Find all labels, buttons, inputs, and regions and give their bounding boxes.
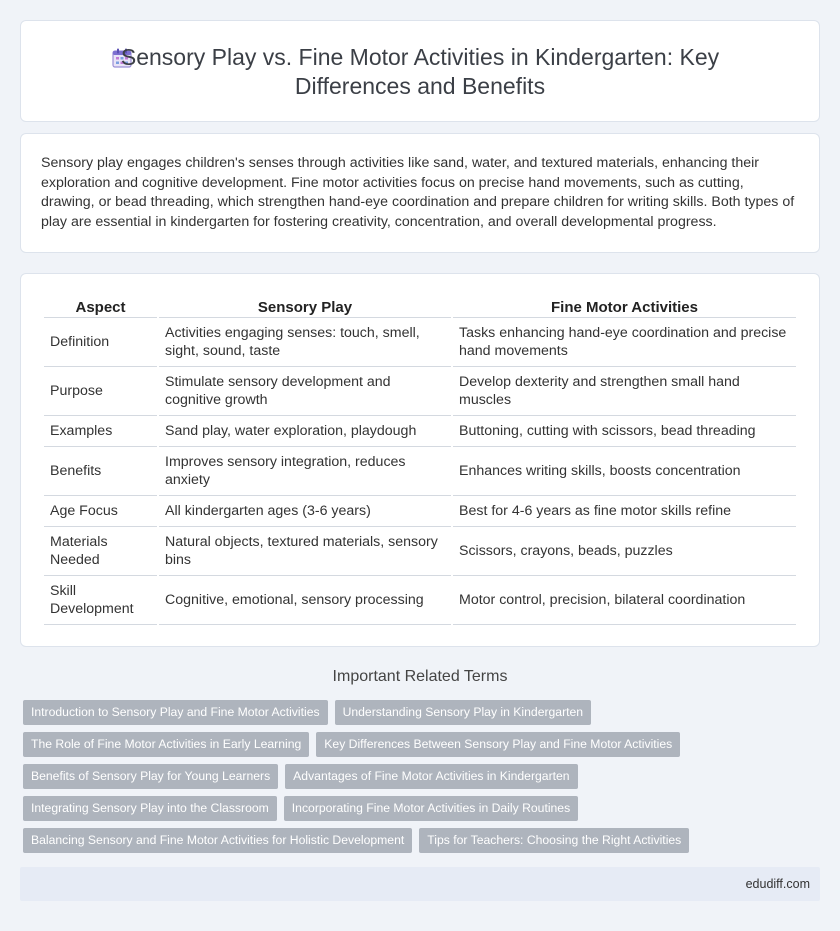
table-cell: Benefits — [44, 447, 157, 496]
table-row — [44, 447, 796, 496]
intro-card — [20, 133, 820, 253]
related-term-tag[interactable]: Introduction to Sensory Play and Fine Motor Activities — [23, 700, 328, 725]
table-row — [44, 367, 796, 416]
related-term-tag[interactable]: Integrating Sensory Play into the Classroom — [23, 796, 277, 821]
table-row — [44, 527, 796, 576]
related-terms-heading: Important Related Terms — [332, 668, 508, 685]
table-cell: Purpose — [44, 367, 157, 416]
table-cell: Activities engaging senses: touch, smell, sight, sound, taste — [159, 318, 451, 367]
table-cell: Motor control, precision, bilateral coordination — [453, 576, 796, 625]
page-title: Sensory Play vs. Fine Motor Activities in Kindergarten: Key Differences and Benefits — [120, 44, 720, 99]
table-cell: Cognitive, emotional, sensory processing — [159, 576, 451, 625]
table-cell: Enhances writing skills, boosts concentration — [453, 447, 796, 496]
table-cell: Age Focus — [44, 496, 157, 527]
table-header-fine-motor: Fine Motor Activities — [453, 294, 796, 318]
table-cell: Scissors, crayons, beads, puzzles — [453, 527, 796, 576]
table-cell: Sand play, water exploration, playdough — [159, 416, 451, 447]
intro-paragraph: Sensory play engages children's senses through activities like sand, water, and textured materials, enhancing their exploration and cognitive development. Fine motor activities focus on precise hand movements, such as cutting, drawing, or bead threading, which strengthen hand-eye coordination and prepare children for writing skills. Both types of play are essential in kindergarten for fostering creativity, concentration, and overall developmental progress. — [41, 155, 795, 230]
table-cell: Improves sensory integration, reduces anxiety — [159, 447, 451, 496]
table-cell: Examples — [44, 416, 157, 447]
table-cell: Stimulate sensory development and cognitive growth — [159, 367, 451, 416]
table-cell: Tasks enhancing hand-eye coordination and precise hand movements — [453, 318, 796, 367]
table-header-aspect: Aspect — [44, 294, 157, 318]
footer — [20, 867, 820, 901]
related-term-tag[interactable]: Understanding Sensory Play in Kindergarten — [335, 700, 592, 725]
table-row — [44, 318, 796, 367]
table-cell: Develop dexterity and strengthen small hand muscles — [453, 367, 796, 416]
comparison-table — [42, 294, 798, 625]
related-term-tag[interactable]: Benefits of Sensory Play for Young Learners — [23, 764, 278, 789]
comparison-table-card — [20, 273, 820, 647]
related-term-tag[interactable]: Key Differences Between Sensory Play and Fine Motor Activities — [316, 732, 680, 757]
table-cell: Natural objects, textured materials, sensory bins — [159, 527, 451, 576]
related-terms-list — [23, 700, 823, 860]
table-cell: All kindergarten ages (3-6 years) — [159, 496, 451, 527]
title-card — [20, 20, 820, 122]
table-cell: Buttoning, cutting with scissors, bead threading — [453, 416, 796, 447]
table-row — [44, 496, 796, 527]
related-term-tag[interactable]: Incorporating Fine Motor Activities in Daily Routines — [284, 796, 578, 821]
related-term-tag[interactable]: Advantages of Fine Motor Activities in Kindergarten — [285, 764, 577, 789]
table-header-sensory: Sensory Play — [159, 294, 451, 318]
related-term-tag[interactable]: Balancing Sensory and Fine Motor Activities for Holistic Development — [23, 828, 412, 853]
table-cell: Materials Needed — [44, 527, 157, 576]
related-term-tag[interactable]: The Role of Fine Motor Activities in Early Learning — [23, 732, 309, 757]
table-row — [44, 416, 796, 447]
footer-site-link[interactable]: edudiff.com — [745, 877, 810, 891]
related-term-tag[interactable]: Tips for Teachers: Choosing the Right Activities — [419, 828, 689, 853]
table-row — [44, 576, 796, 625]
table-cell: Best for 4-6 years as fine motor skills refine — [453, 496, 796, 527]
table-cell: Definition — [44, 318, 157, 367]
table-cell: Skill Development — [44, 576, 157, 625]
